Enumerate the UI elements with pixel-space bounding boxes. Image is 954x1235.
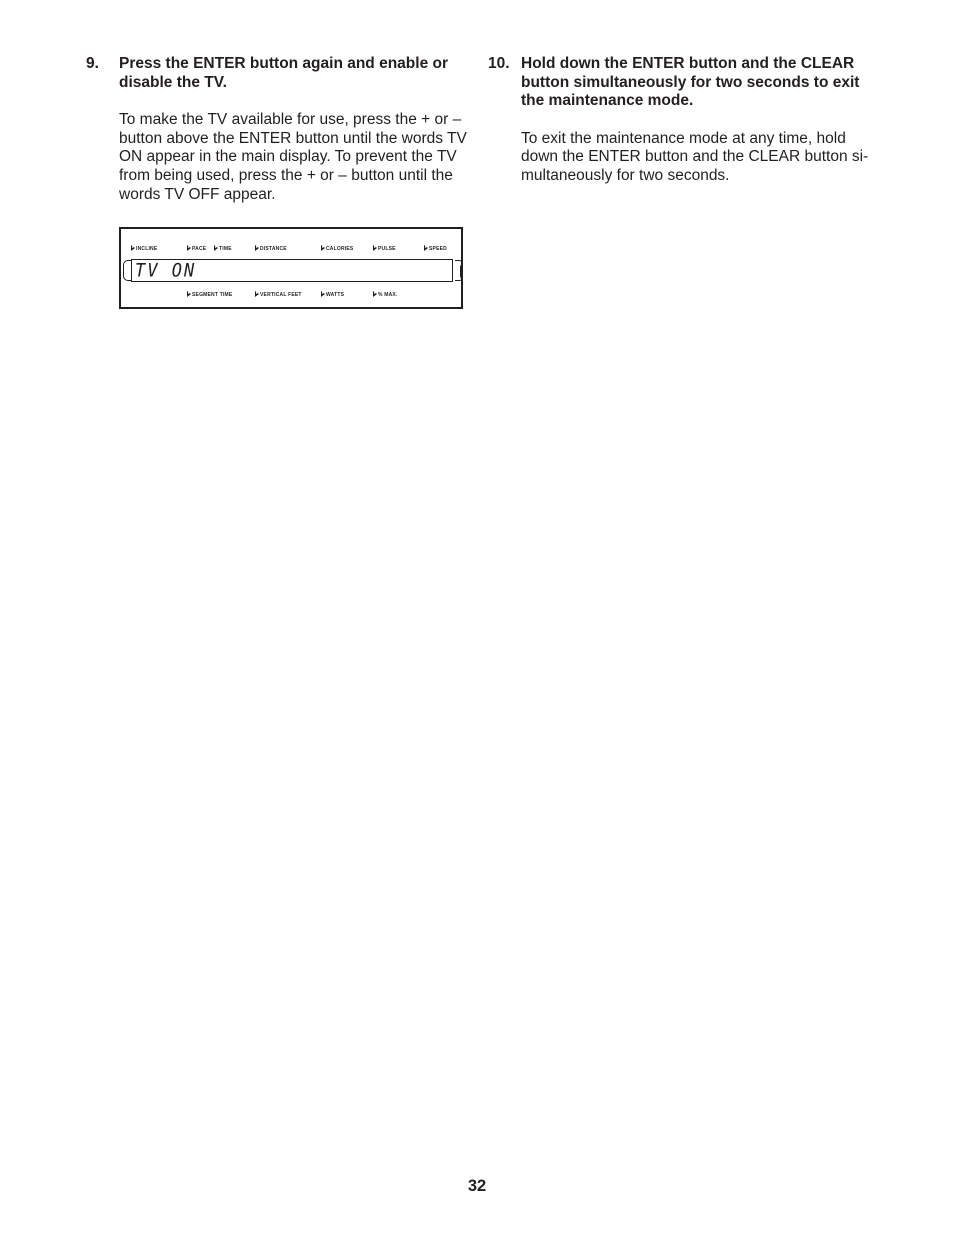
display-label-text: VERTICAL FEET	[260, 292, 302, 298]
display-label-vertical-feet	[255, 291, 302, 298]
display-label-text: INCLINE	[136, 246, 158, 252]
step-9-number: 9.	[86, 55, 99, 72]
page-number: 32	[467, 1177, 487, 1195]
step-9-heading-text: Press the ENTER button again and enable or disable the TV.	[119, 55, 448, 91]
display-label-calories	[321, 245, 353, 252]
indicator-arrow-icon	[321, 245, 325, 251]
indicator-arrow-icon	[187, 245, 191, 251]
display-label-text: WATTS	[326, 292, 345, 298]
display-label-pulse	[373, 245, 396, 252]
indicator-arrow-icon	[187, 291, 191, 297]
main-display-text: TV ON	[135, 260, 197, 282]
display-label-text: PACE	[192, 246, 207, 252]
step-10-body: To exit the maintenance mode at any time, hold down the ENTER button and the CLEAR button si-multaneously for two seconds.	[521, 129, 869, 184]
console-display-illustration	[119, 227, 463, 309]
display-label-incline	[131, 245, 157, 252]
display-label-text: % MAX.	[378, 292, 398, 298]
display-label-text: DISTANCE	[260, 246, 287, 252]
indicator-arrow-icon	[373, 291, 377, 297]
step-9-heading	[86, 55, 470, 92]
step-9	[86, 55, 470, 205]
indicator-arrow-icon	[255, 245, 259, 251]
display-label-text: SEGMENT TIME	[192, 292, 233, 298]
indicator-arrow-icon	[131, 245, 135, 251]
display-label-pace	[187, 245, 206, 252]
step-10-heading	[488, 55, 872, 111]
display-label-speed	[424, 245, 447, 252]
step-10	[488, 55, 872, 186]
display-label-segment-time	[187, 291, 232, 298]
indicator-arrow-icon	[214, 245, 218, 251]
step-10-heading-text: Hold down the ENTER button and the CLEAR button simultaneously for two seconds to exit the maintenance mode.	[521, 55, 860, 109]
step-10-number: 10.	[488, 55, 510, 72]
display-label-watts	[321, 291, 344, 298]
indicator-arrow-icon	[255, 291, 259, 297]
step-9-body: To make the TV available for use, press the + or – button above the ENTER button until the words TV ON appear in the main display. To prevent the TV from being used, press the + or – button until the words TV OFF appear.	[119, 111, 467, 203]
display-right-bracket	[455, 260, 463, 281]
display-label-time	[214, 245, 232, 252]
display-label-distance	[255, 245, 287, 252]
display-label-text: PULSE	[378, 246, 396, 252]
display-right-bracket-inner	[460, 264, 463, 279]
indicator-arrow-icon	[321, 291, 325, 297]
main-display-screen	[131, 259, 453, 282]
display-label-percent-max	[373, 291, 398, 298]
indicator-arrow-icon	[373, 245, 377, 251]
indicator-arrow-icon	[424, 245, 428, 251]
display-label-text: SPEED	[429, 246, 447, 252]
display-label-text: TIME	[219, 246, 232, 252]
display-label-text: CALORIES	[326, 246, 354, 252]
